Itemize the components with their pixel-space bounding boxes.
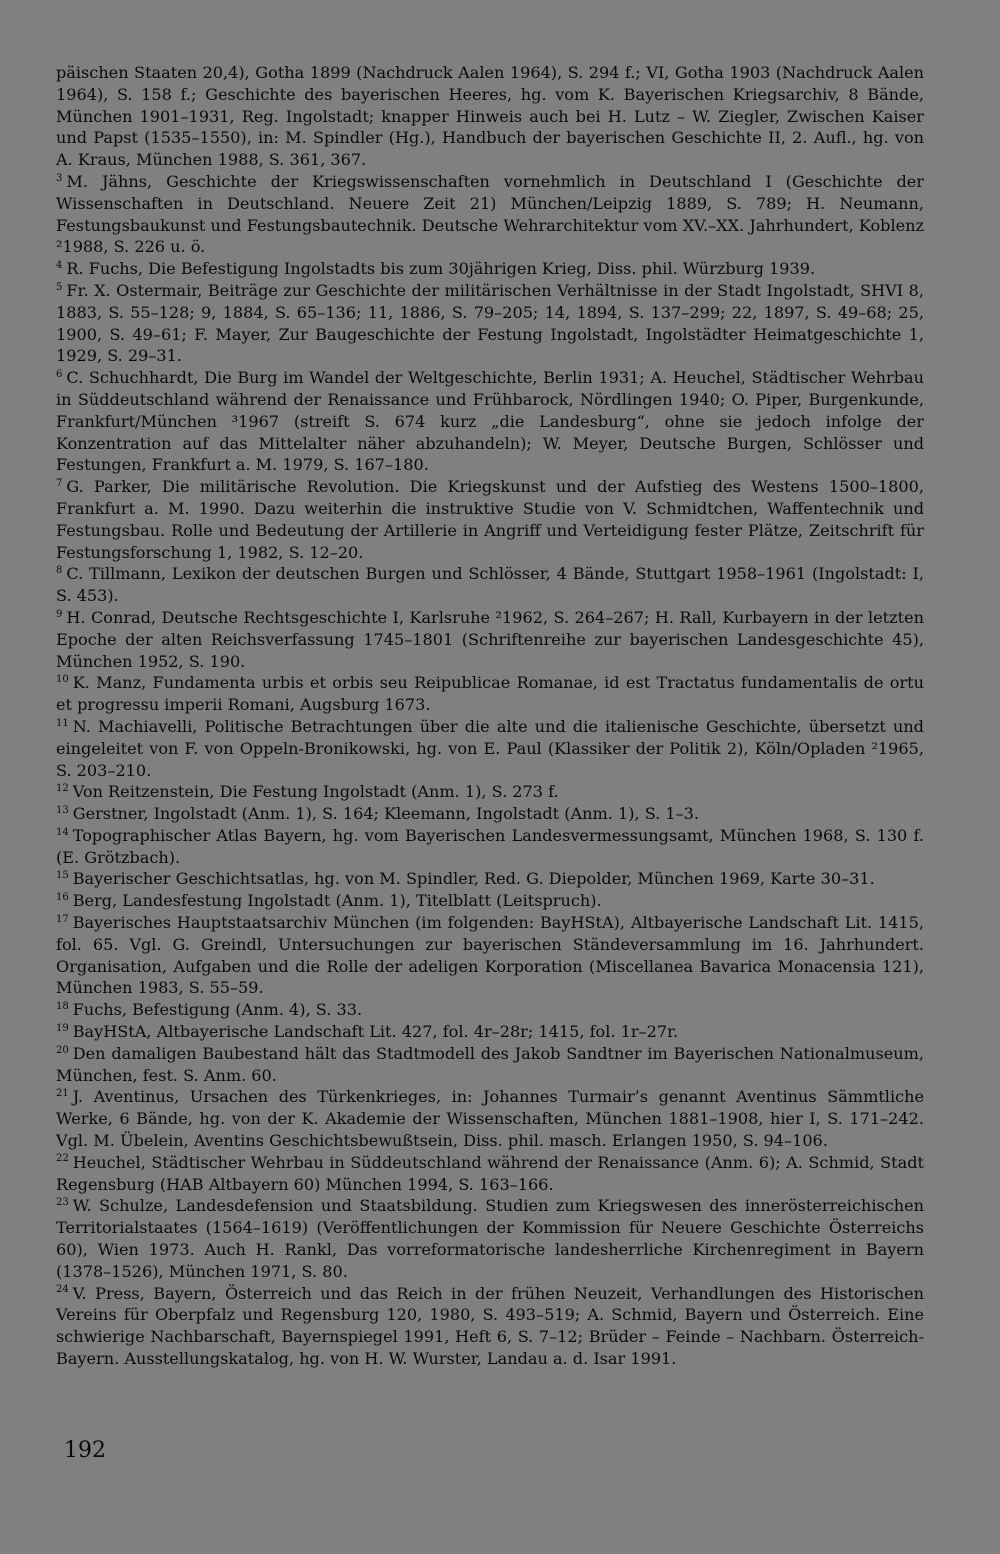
footnote	[56, 1021, 924, 1043]
footnote	[56, 912, 924, 999]
footnote	[56, 607, 924, 672]
footnote	[56, 476, 924, 563]
footnote-text: C. Schuchhardt, Die Burg im Wandel der Weltgeschichte, Berlin 1931; A. Heuchel, Städtischer Wehrbau in Süddeutschland während der Renaissance und Frühbarock, Nördlingen 1940; O. Piper, Burgenkunde, Frankfurt/München ³1967 (streift S. 674 kurz „die Landesburg“, ohne sie jedoch infolge der Konzentration auf das Mittelalter näher abzuhandeln); W. Meyer, Deutsche Burgen, Schlösser und Festungen, Frankfurt a. M. 1979, S. 167–180.	[56, 368, 924, 475]
footnote-text: K. Manz, Fundamenta urbis et orbis seu Reipublicae Romanae, id est Tractatus fundamentalis de ortu et progressu imperii Romani, Augsburg 1673.	[56, 673, 924, 715]
footnote-number: 3	[56, 172, 63, 184]
footnote	[56, 825, 924, 869]
footnote-text: Gerstner, Ingolstadt (Anm. 1), S. 164; Kleemann, Ingolstadt (Anm. 1), S. 1–3.	[72, 804, 700, 824]
footnote	[56, 890, 924, 912]
footnote-number: 22	[56, 1153, 69, 1165]
footnote-number: 4	[56, 259, 63, 271]
footnote	[56, 367, 924, 476]
footnote-text: V. Press, Bayern, Österreich und das Reich in der frühen Neuzeit, Verhandlungen des Historischen Vereins für Oberpfalz und Regensburg 120, 1980, S. 493–519; A. Schmid, Bayern und Österreich. Eine schwierige Nachbarschaft, Bayernspiegel 1991, Heft 6, S. 7–12; Brüder – Feinde – Nachbarn. Österreich-Bayern. Ausstellungskatalog, hg. von H. W. Wurster, Landau a. d. Isar 1991.	[56, 1283, 924, 1369]
footnote-text: BayHStA, Altbayerische Landschaft Lit. 427, fol. 4r–28r; 1415, fol. 1r–27r.	[72, 1022, 679, 1042]
footnote-text: R. Fuchs, Die Befestigung Ingolstadts bis zum 30jährigen Krieg, Diss. phil. Würzburg 1939.	[66, 259, 816, 279]
footnote-number: 20	[56, 1044, 69, 1056]
footnote-number: 16	[56, 891, 69, 903]
footnote-number: 21	[56, 1088, 69, 1100]
footnote-text: Fuchs, Befestigung (Anm. 4), S. 33.	[72, 1000, 363, 1020]
footnote-text: Bayerischer Geschichtsatlas, hg. von M. Spindler, Red. G. Diepolder, München 1969, Karte 30–31.	[72, 869, 875, 889]
footnote	[56, 1086, 924, 1151]
footnote	[56, 563, 924, 607]
footnote-text: Topographischer Atlas Bayern, hg. vom Bayerischen Landesvermessungsamt, München 1968, S. 130 f. (E. Grötzbach).	[56, 825, 924, 867]
footnote	[56, 868, 924, 890]
footnote-number: 13	[56, 804, 69, 816]
footnote	[56, 716, 924, 781]
footnote	[56, 672, 924, 716]
footnote-number: 9	[56, 608, 63, 620]
footnote-text: Von Reitzenstein, Die Festung Ingolstadt (Anm. 1), S. 273 f.	[72, 782, 559, 802]
footnote-text: N. Machiavelli, Politische Betrachtungen über die alte und die italienische Geschichte, übersetzt und eingeleitet von F. von Oppeln-Bronikowski, hg. von E. Paul (Klassiker der Politik 2), Köln/Opladen ²1965, S. 203–210.	[56, 716, 924, 780]
footnote-number: 11	[56, 717, 69, 729]
footnote-text: Berg, Landesfestung Ingolstadt (Anm. 1), Titelblatt (Leitspruch).	[72, 891, 602, 911]
footnote-number: 8	[56, 564, 63, 576]
footnote-number: 5	[56, 281, 63, 293]
footnote-number: 7	[56, 477, 63, 489]
footnote	[56, 258, 924, 280]
footnote	[56, 1043, 924, 1087]
footnote-number: 12	[56, 782, 69, 794]
footnote-text: päischen Staaten 20,4), Gotha 1899 (Nachdruck Aalen 1964), S. 294 f.; VI, Gotha 1903 (Nachdruck Aalen 1964), S. 158 f.; Geschichte des bayerischen Heeres, hg. vom K. Bayerischen Kriegsarchiv, 8 Bände, München 1901–1931, Reg. Ingolstadt; knapper Hinweis auch bei H. Lutz – W. Ziegler, Zwischen Kaiser und Papst (1535–1550), in: M. Spindler (Hg.), Handbuch der bayerischen Geschichte II, 2. Aufl., hg. von A. Kraus, München 1988, S. 361, 367.	[56, 63, 924, 170]
footnote	[56, 1283, 924, 1370]
footnote	[56, 171, 924, 258]
footnotes-block	[56, 62, 924, 1370]
footnote-number: 10	[56, 673, 69, 685]
footnote-text: G. Parker, Die militärische Revolution. Die Kriegskunst und der Aufstieg des Westens 1500–1800, Frankfurt a. M. 1990. Dazu weiterhin die instruktive Studie von V. Schmidtchen, Waffentechnik und Festungsbau. Rolle und Bedeutung der Artillerie in Angriff und Verteidigung fester Plätze, Zeitschrift für Festungsforschung 1, 1982, S. 12–20.	[56, 477, 924, 562]
footnote	[56, 280, 924, 367]
page-number: 192	[64, 1438, 106, 1463]
footnote-text: H. Conrad, Deutsche Rechtsgeschichte I, Karlsruhe ²1962, S. 264–267; H. Rall, Kurbayern in der letzten Epoche der alten Reichsverfassung 1745–1801 (Schriftenreihe zur bayerischen Landesgeschichte 45), München 1952, S. 190.	[56, 607, 924, 671]
footnote-number: 19	[56, 1022, 69, 1034]
footnote	[56, 999, 924, 1021]
footnote-number: 15	[56, 870, 69, 882]
footnote-number: 14	[56, 826, 69, 838]
footnote	[56, 1195, 924, 1282]
footnote-text: M. Jähns, Geschichte der Kriegswissenschaften vornehmlich in Deutschland I (Geschichte der Wissenschaften in Deutschland. Neuere Zeit 21) München/Leipzig 1889, S. 789; H. Neumann, Festungsbaukunst und Festungsbautechnik. Deutsche Wehrarchitektur vom XV.–XX. Jahrhundert, Koblenz ²1988, S. 226 u. ö.	[56, 171, 924, 257]
footnote-text: J. Aventinus, Ursachen des Türkenkrieges, in: Johannes Turmair’s genannt Aventinus Sämmtliche Werke, 6 Bände, hg. von der K. Akademie der Wissenschaften, München 1881–1908, hier I, S. 171–242. Vgl. M. Übelein, Aventins Geschichtsbewußtsein, Diss. phil. masch. Erlangen 1950, S. 94–106.	[56, 1087, 924, 1151]
footnote-text: Bayerisches Hauptstaatsarchiv München (im folgenden: BayHStA), Altbayerische Landschaft Lit. 1415, fol. 65. Vgl. G. Greindl, Untersuchungen zur bayerischen Ständeversammlung im 16. Jahrhundert. Organisation, Aufgaben und die Rolle der adeligen Korporation (Miscellanea Bavarica Monacensia 121), München 1983, S. 55–59.	[56, 913, 924, 998]
footnote-number: 18	[56, 1000, 69, 1012]
footnote-text: Den damaligen Baubestand hält das Stadtmodell des Jakob Sandtner im Bayerischen Nationalmuseum, München, fest. S. Anm. 60.	[56, 1043, 924, 1085]
footnote-text: C. Tillmann, Lexikon der deutschen Burgen und Schlösser, 4 Bände, Stuttgart 1958–1961 (Ingolstadt: I, S. 453).	[56, 564, 924, 606]
footnote-number: 6	[56, 368, 63, 380]
footnote-text: W. Schulze, Landesdefension und Staatsbildung. Studien zum Kriegswesen des innerösterreichischen Territorialstaates (1564–1619) (Veröffentlichungen der Kommission für Neuere Geschichte Österreichs 60), Wien 1973. Auch H. Rankl, Das vorreformatorische landesherrliche Kirchenregiment in Bayern (1378–1526), München 1971, S. 80.	[56, 1196, 924, 1281]
footnote-text: Fr. X. Ostermair, Beiträge zur Geschichte der militärischen Verhältnisse in der Stadt Ingolstadt, SHVI 8, 1883, S. 55–128; 9, 1884, S. 65–136; 11, 1886, S. 79–205; 14, 1894, S. 137–299; 22, 1897, S. 49–68; 25, 1900, S. 49–61; F. Mayer, Zur Baugeschichte der Festung Ingolstadt, Ingolstädter Heimatgeschichte 1, 1929, S. 29–31.	[56, 280, 924, 366]
footnote	[56, 62, 924, 171]
footnote	[56, 781, 924, 803]
footnote-number: 23	[56, 1197, 69, 1209]
footnote-number: 17	[56, 913, 69, 925]
footnote-text: Heuchel, Städtischer Wehrbau in Süddeutschland während der Renaissance (Anm. 6); A. Schmid, Stadt Regensburg (HAB Altbayern 60) München 1994, S. 163–166.	[56, 1152, 924, 1194]
footnote-number: 24	[56, 1284, 69, 1296]
footnote	[56, 803, 924, 825]
footnote	[56, 1152, 924, 1196]
